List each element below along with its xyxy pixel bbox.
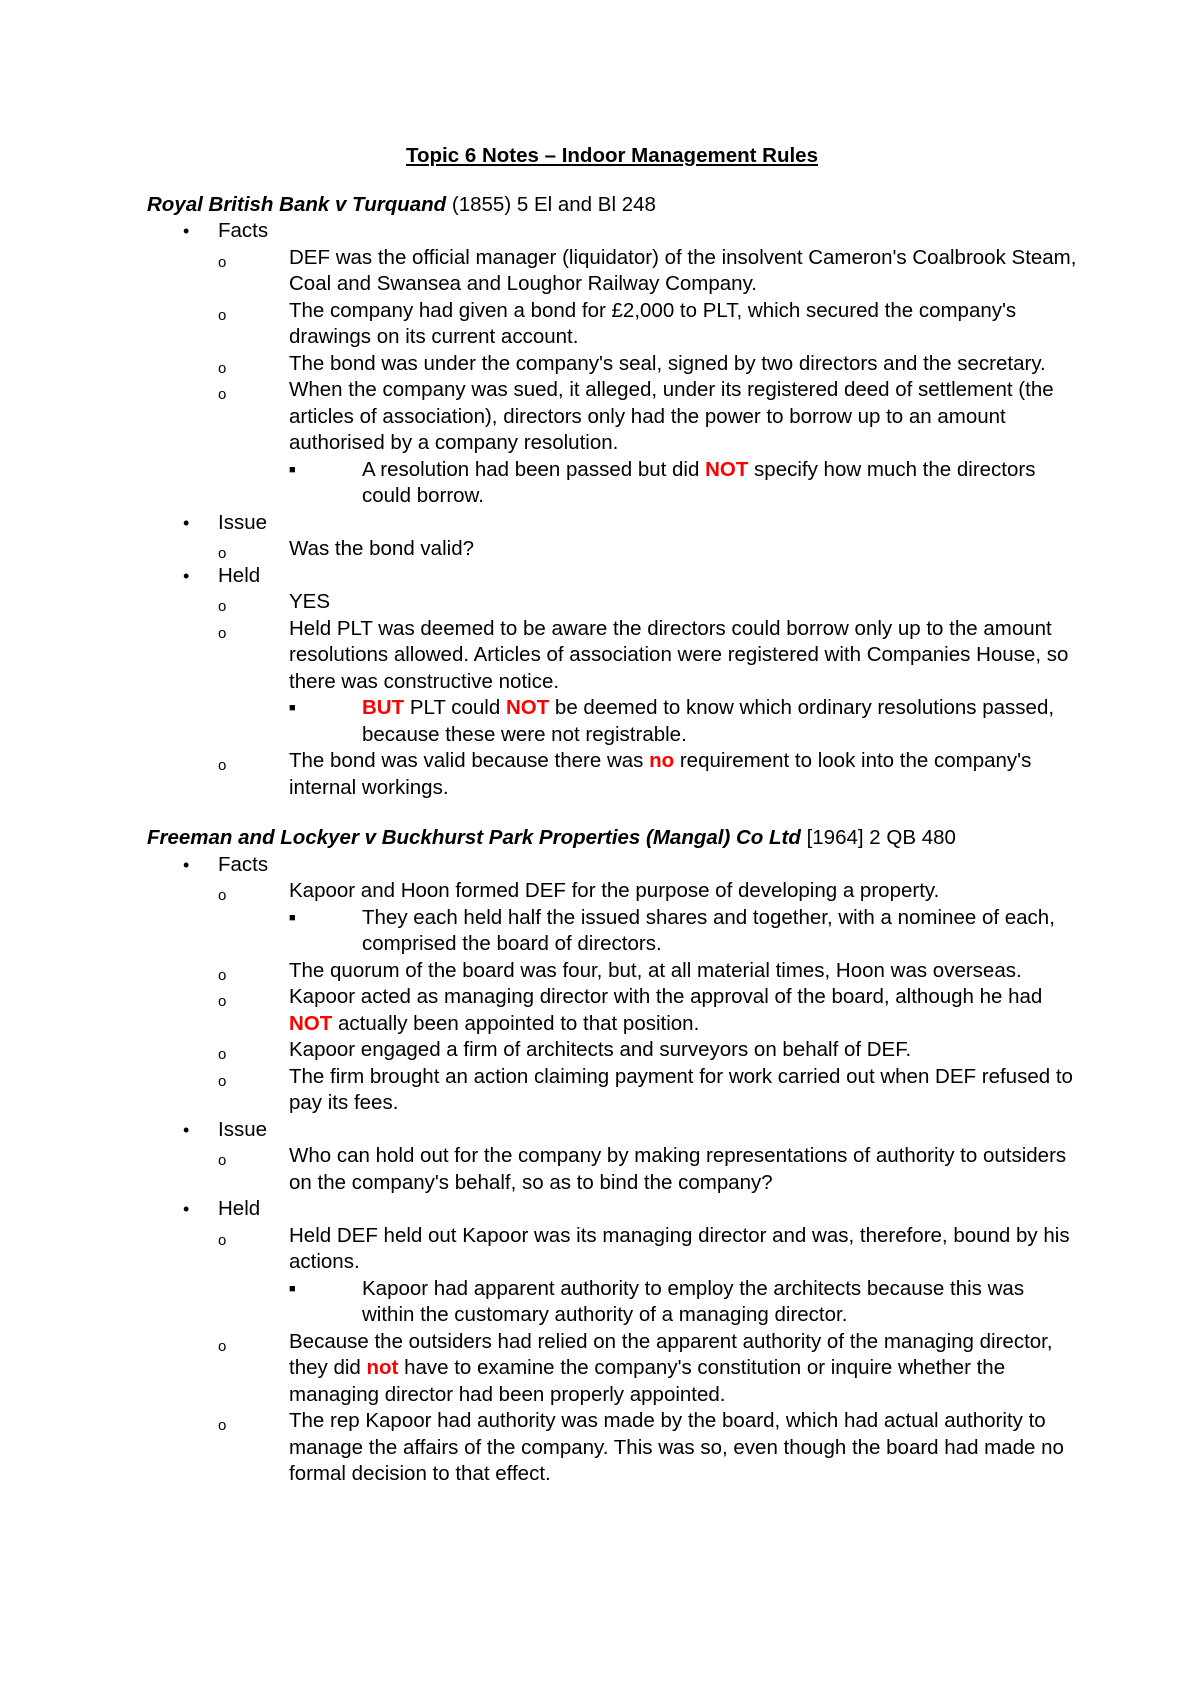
emphasis: NOT [289,1011,333,1035]
emphasis: no [649,749,675,772]
document-page [147,143,1077,1512]
list-item: o Who can hold out for the company by making representations of authority to outsiders on the company's behalf, so as to bind the company? [218,1144,1067,1194]
emphasis: NOT [705,457,749,481]
square-bullet-icon: ■ [289,911,296,924]
square-bullet-icon: ■ [289,1282,296,1295]
case-citation: [1964] 2 QB 480 [800,826,956,849]
section-label: Held [218,1197,261,1220]
case-royal-british-bank [147,192,1077,802]
case-citation: (1855) 5 El and Bl 248 [446,192,656,216]
circle-bullet-icon: o [218,545,227,562]
bullet-icon: • [183,854,190,875]
case-sections [147,852,1077,1488]
case-freeman-and-lockyer [147,825,1077,1488]
section-label: Issue [218,1117,267,1141]
square-bullet-icon: ■ [289,702,296,714]
list-item: ■ BUT PLT could NOT be deemed to know which ordinary resolutions passed, because these were not registrable. [289,696,1055,746]
circle-bullet-icon: o [218,1231,227,1249]
case-heading [147,825,1077,852]
list-item: o Kapoor and Hoon formed DEF for the purpose of developing a property. ■ They each held half the issued shares and together, with a nominee of each, comprised the board of directors. [218,878,1077,958]
circle-bullet-icon: o [218,993,227,1010]
list-item: o Was the bond valid? [218,536,1077,563]
emphasis: NOT [505,696,550,719]
circle-bullet-icon: o [218,1337,227,1355]
circle-bullet-icon: o [218,887,227,904]
case-sections [147,218,1077,801]
case-name: Freeman and Lockyer v Buckhurst Park Properties (Mangal) Co Ltd [147,826,801,849]
square-bullet-icon: ■ [289,463,296,476]
circle-bullet-icon: o [218,966,227,984]
circle-bullet-icon: o [218,598,227,615]
case-heading [147,192,1077,219]
section-facts [147,852,1077,1117]
list-item: o The bond was under the company's seal, signed by two directors and the secretary. [218,351,1077,378]
list-item: o The rep Kapoor had authority was made by the board, which had actual authority to manage the affairs of the company. This was so, even though the board had made no formal decision to that effect. [218,1409,1064,1485]
circle-bullet-icon: o [218,253,227,271]
section-issue [147,510,1077,563]
circle-bullet-icon: o [218,386,227,403]
circle-bullet-icon: o [218,1152,227,1169]
list-item: o Kapoor engaged a firm of architects and surveyors on behalf of DEF. [218,1037,1077,1064]
circle-bullet-icon: o [218,1072,227,1090]
list-item: o The firm brought an action claiming payment for work carried out when DEF refused to pay its fees. [218,1064,1073,1114]
list-item: o The bond was valid because there was no requirement to look into the company's internal workings. [218,749,1032,799]
list-item: o Held PLT was deemed to be aware the directors could borrow only up to the amount resolutions allowed. Articles of association were registered with Companies House, so there was constructive notice. ■ BUT PLT could NOT be deemed to know which ordinary resolutions passed, because these were not registrable. [218,616,1077,749]
section-issue [147,1117,1077,1197]
section-held [147,1196,1077,1488]
emphasis: not [366,1356,399,1379]
list-item: ■ A resolution had been passed but did NOT specify how much the directors could borrow. [289,457,1036,507]
list-item: o When the company was sued, it alleged, under its registered deed of settlement (the articles of association), directors only had the power to borrow up to an amount authorised by a company resolution. ■ A resolution had been passed but did NOT specify how much the directors could borrow. [218,377,1077,510]
circle-bullet-icon: o [218,757,227,774]
page-title: Topic 6 Notes – Indoor Management Rules [406,144,818,167]
case-name: Royal British Bank v Turquand [147,192,447,216]
bullet-icon: • [183,1199,190,1219]
section-label: Facts [218,852,269,876]
circle-bullet-icon: o [218,1046,227,1063]
bullet-icon: • [183,512,190,533]
circle-bullet-icon: o [218,306,227,324]
list-item: o YES [218,589,1077,616]
circle-bullet-icon: o [218,624,227,642]
section-facts [147,218,1077,510]
bullet-icon: • [183,565,190,586]
list-item: o Held DEF held out Kapoor was its managing director and was, therefore, bound by his actions. ■ Kapoor had apparent authority to employ the architects because this was within the customary authority of a managing director. [218,1223,1077,1329]
circle-bullet-icon: o [218,359,227,377]
circle-bullet-icon: o [218,1417,227,1434]
bullet-icon: • [183,1119,190,1140]
list-item: ■ They each held half the issued shares and together, with a nominee of each, comprised the board of directors. [289,905,1055,955]
list-item: o Kapoor acted as managing director with the approval of the board, although he had NOT actually been appointed to that position. [218,985,1043,1035]
section-label: Issue [218,510,267,534]
list-item: o The quorum of the board was four, but, at all material times, Hoon was overseas. [218,958,1077,985]
list-item: o Because the outsiders had relied on the apparent authority of the managing director, they did not have to examine the company's constitution or inquire whether the managing director had been properly appointed. [218,1329,1053,1406]
bullet-icon: • [183,221,190,241]
list-item: o The company had given a bond for £2,000 to PLT, which secured the company's drawings on its current account. [218,298,1017,348]
section-label: Held [218,563,261,587]
emphasis: BUT [362,696,405,719]
list-item: ■ Kapoor had apparent authority to employ the architects because this was within the customary authority of a managing director. [289,1276,1025,1326]
section-held [147,563,1077,802]
list-item: o DEF was the official manager (liquidator) of the insolvent Cameron's Coalbrook Steam, Coal and Swansea and Loughor Railway Company. [218,245,1077,295]
section-label: Facts [218,219,269,242]
